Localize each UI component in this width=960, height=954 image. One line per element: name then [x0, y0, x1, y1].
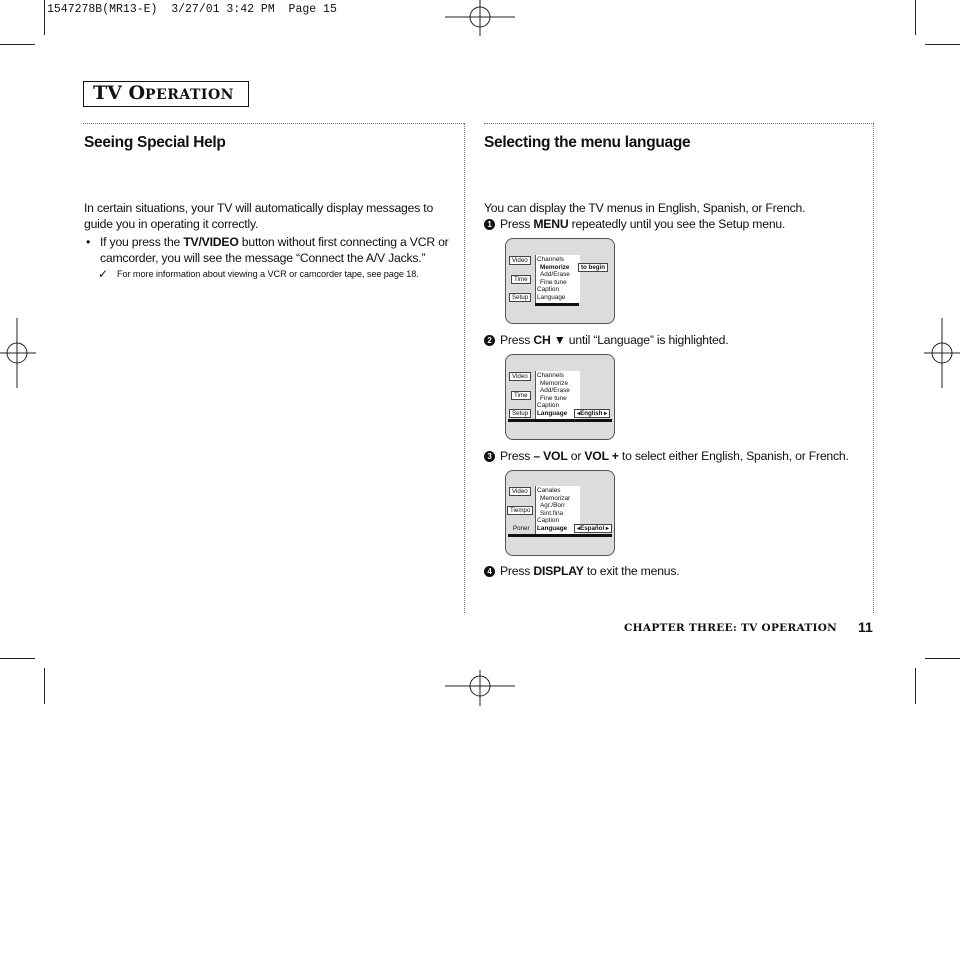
- page-header-title-big: TV O: [93, 82, 146, 104]
- section-heading-special-help: Seeing Special Help: [84, 134, 226, 151]
- menu-tab: Video: [509, 256, 531, 265]
- crop-mark: [915, 668, 916, 704]
- menu-tab: Tiempo: [507, 506, 533, 515]
- step-4: 4 Press DISPLAY to exit the menus.: [484, 563, 679, 579]
- bullet-text-end: button without first connecting a VCR or camcorder, you will see the message “Connect the A/V Jacks.”: [100, 235, 449, 265]
- page-header-title-small: PERATION: [145, 87, 234, 103]
- crop-mark: [925, 658, 960, 659]
- menu-tab: Setup: [509, 293, 531, 302]
- menu-items: Canales Memorizar Agr./Borr Sint.fina Caption Language: [537, 487, 571, 532]
- menu-items: Channels Memorize Add/Erase Fine tune Caption Language: [537, 372, 570, 417]
- crop-mark: [0, 658, 35, 659]
- special-help-bullet: • If you press the TV/VIDEO button without first connecting a VCR or camcorder, you will see the message “Connect the A/V Jacks.”: [86, 235, 449, 265]
- menu-tab: Poner: [513, 525, 530, 532]
- menu-tab: Video: [509, 487, 531, 496]
- registration-mark-top: [445, 0, 515, 36]
- special-help-paragraph: In certain situations, your TV will automatically display messages to guide you in operating it correctly.: [84, 201, 434, 231]
- step-2: 2 Press CH ▼ until “Language” is highlighted.: [484, 332, 728, 348]
- divider: [464, 123, 465, 613]
- checkmark-icon: ✓: [98, 267, 109, 281]
- crop-mark: [925, 44, 960, 45]
- highlight-espanol: ◂Español ▸: [574, 524, 612, 533]
- menu-bar: [508, 419, 612, 422]
- print-slug: 1547278B(MR13-E) 3/27/01 3:42 PM Page 15: [47, 3, 337, 16]
- step-number-4: 4: [484, 566, 495, 577]
- page-header-box: [83, 81, 249, 107]
- menu-items: Channels Memorize Add/Erase Fine tune Caption Language: [537, 256, 570, 301]
- tv-screen-setup-menu: [505, 238, 615, 324]
- footer-chapter: CHAPTER THREE: TV OPERATION: [624, 622, 838, 634]
- step-1: 1 Press MENU repeatedly until you see the Setup menu.: [484, 216, 785, 232]
- registration-mark-left: [0, 318, 36, 388]
- bullet-text: If you press the: [100, 235, 184, 249]
- registration-mark-right: [924, 318, 960, 388]
- menu-bar: [535, 303, 579, 306]
- crop-mark: [44, 0, 45, 35]
- step-3: 3 Press – VOL or VOL + to select either English, Spanish, or French.: [484, 448, 849, 464]
- page-number: 11: [858, 619, 873, 635]
- menu-tab: Video: [509, 372, 531, 381]
- step-number-1: 1: [484, 219, 495, 230]
- divider: [83, 123, 464, 124]
- registration-mark-bottom: [445, 670, 515, 706]
- highlight-to-begin: to begin: [578, 263, 608, 272]
- menu-tab: Time: [511, 275, 531, 284]
- menu-bar: [508, 534, 612, 537]
- tv-screen-language-highlighted: [505, 354, 615, 440]
- divider: [873, 123, 874, 613]
- crop-mark: [915, 0, 916, 35]
- highlight-english: ◂English ▸: [574, 409, 610, 418]
- crop-mark: [44, 668, 45, 704]
- menu-tab: Setup: [509, 409, 531, 418]
- special-help-note: For more information about viewing a VCR or camcorder tape, see page 18.: [117, 269, 419, 279]
- bullet-bold: TV/VIDEO: [183, 235, 239, 249]
- menu-language-intro: You can display the TV menus in English, Spanish, or French.: [484, 201, 806, 215]
- crop-mark: [0, 44, 35, 45]
- menu-tab: Time: [511, 391, 531, 400]
- step-number-3: 3: [484, 451, 495, 462]
- section-heading-menu-language: Selecting the menu language: [484, 134, 691, 151]
- step-number-2: 2: [484, 335, 495, 346]
- tv-screen-spanish-menu: [505, 470, 615, 556]
- divider: [484, 123, 874, 124]
